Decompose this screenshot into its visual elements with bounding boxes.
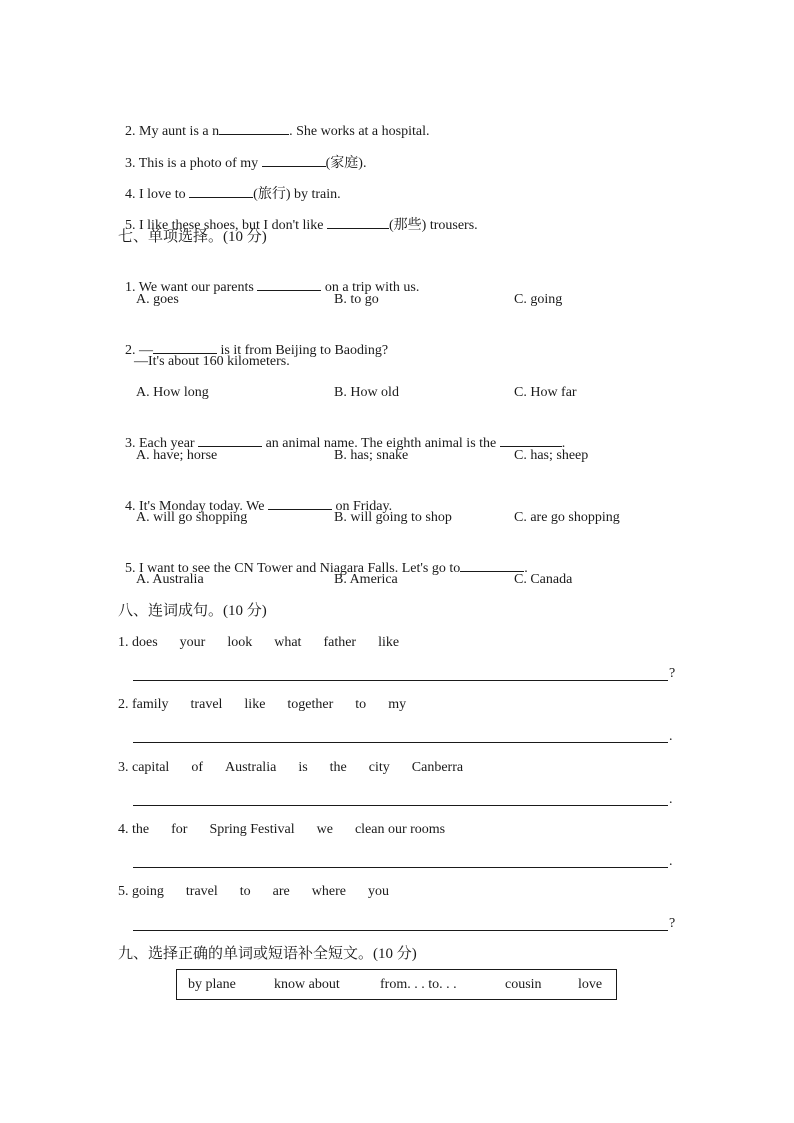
section-8-title: 八、连词成句。(10 分)	[118, 603, 267, 619]
option-b[interactable]: B. America	[334, 572, 398, 587]
option-b[interactable]: B. How old	[334, 385, 399, 400]
answer-blank[interactable]	[262, 153, 326, 167]
word-order-4: 4. the for Spring Festival we clean our rooms	[118, 822, 446, 837]
word-bank	[176, 969, 617, 1000]
option-a[interactable]: A. will go shopping	[136, 510, 248, 525]
mc-question-2-reply: —It's about 160 kilometers.	[134, 354, 290, 369]
word-bank-item: love	[578, 977, 603, 992]
option-c[interactable]: C. Canada	[514, 572, 573, 587]
mc-question-1: 1. We want our parents on a trip with us.	[118, 259, 419, 297]
answer-blank[interactable]	[500, 433, 562, 447]
answer-blank[interactable]	[198, 433, 262, 447]
word-order-5: 5. going travel to are where you	[118, 884, 389, 899]
fill-blank-4: 4. I love to (旅行) by train.	[118, 166, 341, 204]
end-mark: .	[669, 854, 673, 869]
option-c[interactable]: C. going	[514, 292, 563, 307]
word-bank-item: cousin	[505, 977, 542, 992]
option-b[interactable]: B. will going to shop	[334, 510, 452, 525]
answer-blank[interactable]	[153, 340, 217, 354]
word-bank-item: by plane	[188, 977, 236, 992]
word-bank-item: know about	[274, 977, 340, 992]
answer-line[interactable]	[133, 742, 668, 743]
option-a[interactable]: A. have; horse	[136, 448, 218, 463]
option-a[interactable]: A. How long	[136, 385, 209, 400]
answer-blank[interactable]	[327, 215, 389, 229]
option-b[interactable]: B. to go	[334, 292, 379, 307]
answer-blank[interactable]	[460, 558, 524, 572]
answer-line[interactable]	[133, 805, 668, 806]
option-a[interactable]: A. Australia	[136, 572, 204, 587]
end-mark: .	[669, 792, 673, 807]
answer-blank[interactable]	[257, 277, 321, 291]
end-mark: .	[669, 729, 673, 744]
mc-question-5: 5. I want to see the CN Tower and Niagara Falls. Let's go to .	[118, 540, 528, 578]
option-c[interactable]: C. How far	[514, 385, 577, 400]
answer-blank[interactable]	[189, 184, 253, 198]
mc-question-4: 4. It's Monday today. We on Friday.	[118, 478, 392, 516]
fill-blank-5: 5. I like these shoes, but I don't like (那些) trousers.	[118, 197, 478, 235]
option-c[interactable]: C. are go shopping	[514, 510, 620, 525]
section-9-title: 九、选择正确的单词或短语补全短文。(10 分)	[118, 946, 417, 962]
option-c[interactable]: C. has; sheep	[514, 448, 589, 463]
option-a[interactable]: A. goes	[136, 292, 179, 307]
word-order-1: 1. does your look what father like	[118, 635, 400, 650]
end-mark: ?	[669, 916, 676, 931]
answer-line[interactable]	[133, 680, 668, 681]
word-bank-item: from. . . to. . .	[380, 977, 457, 992]
section-7-title: 七、单项选择。(10 分)	[118, 229, 267, 245]
answer-blank[interactable]	[219, 121, 289, 135]
word-order-2: 2. family travel like together to my	[118, 697, 407, 712]
option-b[interactable]: B. has; snake	[334, 448, 409, 463]
mc-question-2: 2. — is it from Beijing to Baoding?	[118, 322, 388, 360]
fill-blank-3: 3. This is a photo of my (家庭).	[118, 135, 366, 173]
end-mark: ?	[669, 666, 676, 681]
fill-blank-2: 2. My aunt is a n . She works at a hospital.	[118, 103, 429, 141]
answer-line[interactable]	[133, 930, 668, 931]
answer-blank[interactable]	[268, 496, 332, 510]
word-order-3: 3. capital of Australia is the city Canberra	[118, 760, 464, 775]
mc-question-3: 3. Each year an animal name. The eighth animal is the .	[118, 415, 565, 453]
answer-line[interactable]	[133, 867, 668, 868]
